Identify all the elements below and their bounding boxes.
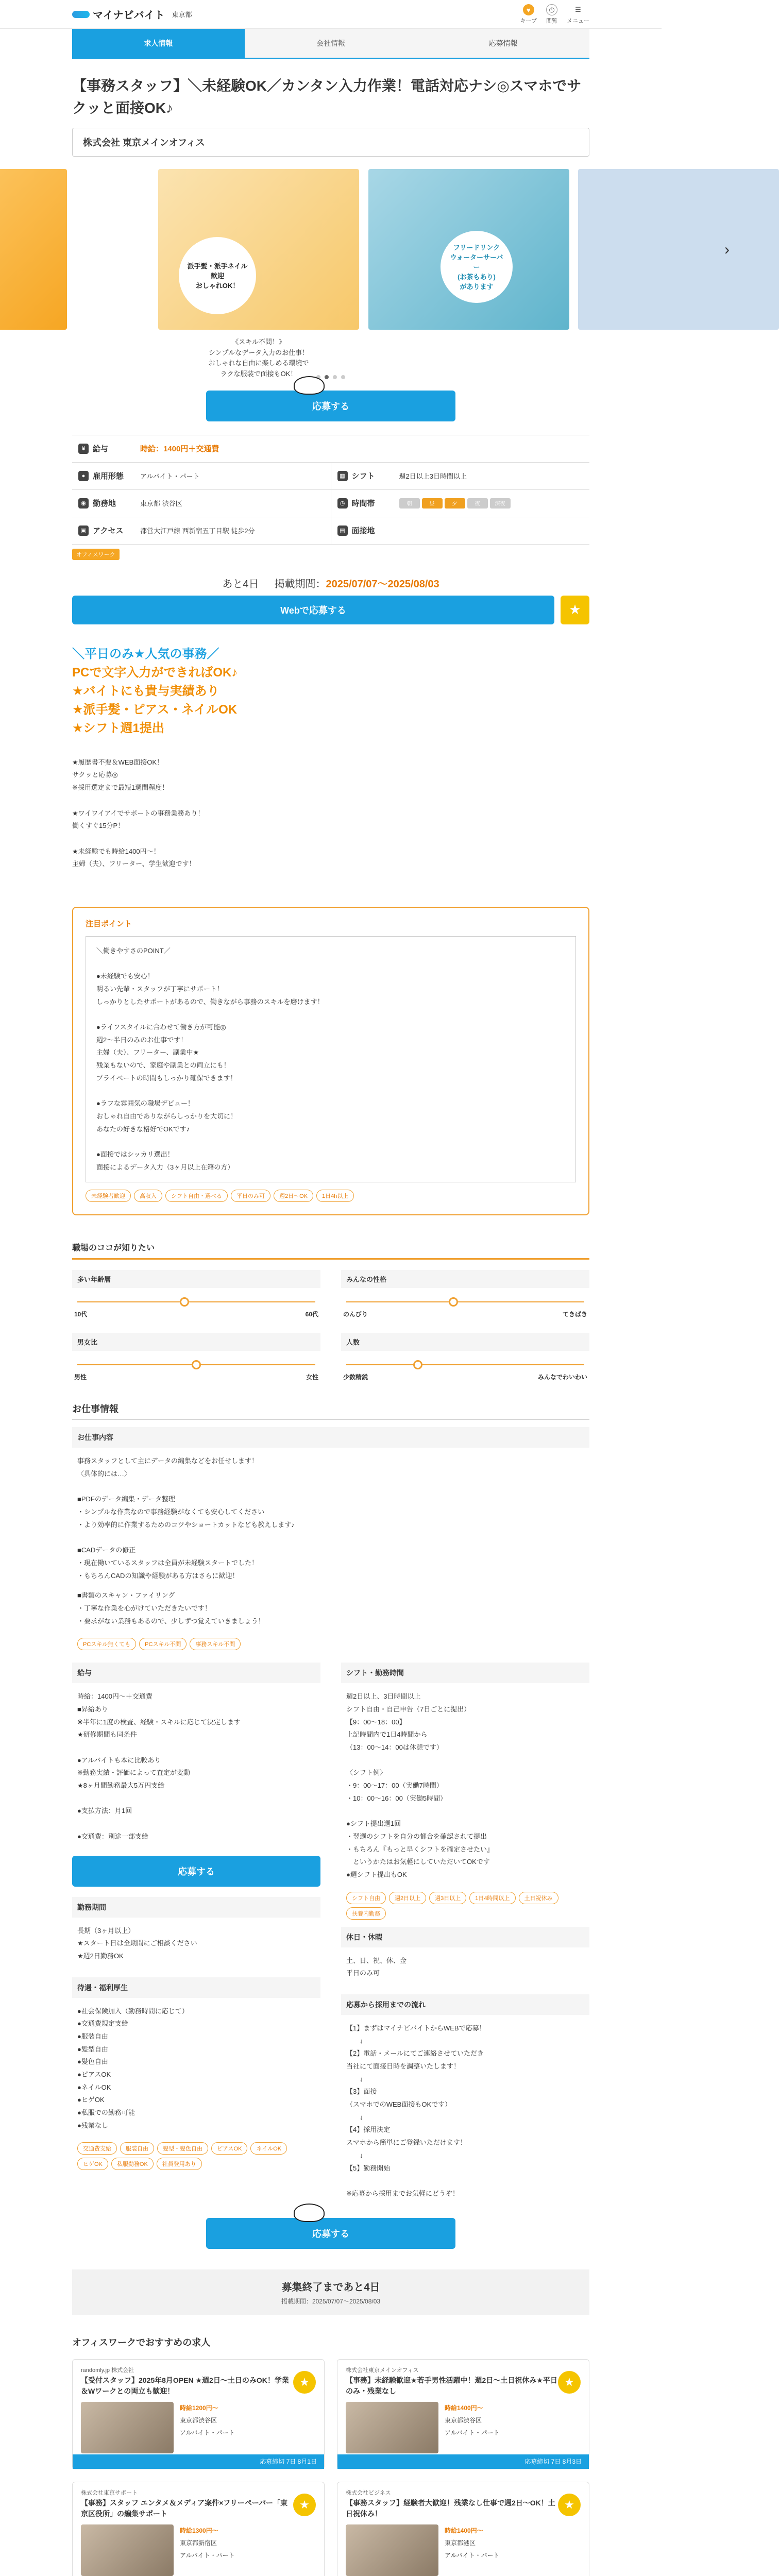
apply-label: 応募する [312, 401, 349, 412]
perk-tag[interactable]: ピアスOK [211, 2142, 247, 2155]
carousel-dot[interactable] [333, 375, 337, 379]
perk-tag[interactable]: 交通費支給 [77, 2142, 117, 2155]
card-company: randomly.jp 株式会社 [81, 2367, 134, 2374]
meter [341, 1333, 589, 1381]
tab-company-info[interactable]: 会社情報 [245, 29, 417, 58]
tag-row [72, 549, 589, 560]
holiday-heading: 休日・休暇 [341, 1927, 589, 1947]
job-title: 【事務スタッフ】＼未経験OK／カンタン入力作業！電話対応ナシ◎スマホでサクッと面接OK♪ [72, 78, 582, 116]
meter-title: 多い年齢層 [72, 1270, 320, 1288]
closing-period: 掲載期間：2025/07/07〜2025/08/03 [281, 2297, 381, 2305]
hour-slot: 深夜 [490, 498, 511, 509]
job-info-table [72, 435, 589, 545]
tab-job-info[interactable]: 求人情報 [72, 29, 245, 58]
card-place: 東京都渋谷区 [180, 2416, 217, 2424]
hour-slot: 夜 [467, 498, 488, 509]
catch-line: ★派手髪・ピアス・ネイルOK [72, 702, 238, 717]
star-icon[interactable]: ★ [558, 2494, 581, 2516]
period-text: 長期（3ヶ月以上） ★スタート日は全期間にご相談ください ★週2日勤務OK [77, 1926, 197, 1960]
shift-tag[interactable]: 週3日以上 [429, 1892, 466, 1904]
time-label: 時間帯 [351, 499, 375, 509]
catch-line: ★シフト週1提出 [72, 721, 164, 735]
pay-heading: 給与 [72, 1663, 320, 1683]
yen-icon: ¥ [78, 444, 89, 454]
type-value: アルバイト・パート [140, 472, 200, 481]
feature-chip[interactable]: 週2日〜OK [274, 1190, 313, 1202]
pay-label: 給与 [93, 445, 109, 454]
hour-slot: 朝 [399, 498, 420, 509]
chevron-right-icon[interactable]: › [724, 241, 730, 258]
closing-box [72, 2269, 589, 2315]
header-icons [520, 4, 589, 25]
meter-title: 人数 [341, 1333, 589, 1351]
feature-chip[interactable]: 1日4h以上 [316, 1190, 354, 1202]
building-icon: ▤ [337, 526, 348, 536]
category-tag: オフィスワーク [72, 549, 120, 560]
card-type: アルバイト・パート [445, 2551, 500, 2559]
perk-tag[interactable]: 服装自由 [120, 2142, 154, 2155]
card-place: 東京都新宿区 [180, 2539, 217, 2547]
access-label: アクセス [93, 527, 124, 536]
meter-title: みんなの性格 [341, 1270, 589, 1288]
catch-copy [72, 645, 589, 738]
hour-slots [399, 498, 511, 509]
calendar-icon: ▦ [337, 471, 348, 481]
detail-left-column [72, 1655, 320, 2207]
carousel-slide[interactable] [0, 169, 67, 330]
place-value: 東京都 渋谷区 [140, 500, 182, 508]
meter-left: 男性 [74, 1374, 87, 1381]
pin-icon: ◉ [78, 498, 89, 509]
apply-button[interactable] [206, 391, 455, 421]
menu-label: メニュー [567, 18, 589, 24]
shift-tag[interactable]: 土日祝休み [519, 1892, 558, 1904]
meter [72, 1333, 320, 1381]
logo[interactable] [72, 7, 192, 22]
star-icon[interactable]: ★ [561, 596, 589, 624]
type-label: 雇用形態 [93, 472, 124, 481]
points-title: 注目ポイント [86, 919, 132, 928]
card-image [346, 2402, 438, 2453]
content-tag[interactable]: 事務スキル不問 [190, 1638, 241, 1650]
job-card[interactable] [337, 2359, 589, 2469]
shift-tags [346, 1892, 584, 1920]
meter-knob [413, 1360, 422, 1369]
logo-mark [72, 11, 90, 18]
meter [341, 1270, 589, 1318]
apply-button[interactable] [206, 2218, 455, 2249]
meter-right: 女性 [306, 1374, 318, 1381]
perk-tag[interactable]: 社員登用あり [157, 2158, 202, 2170]
logo-text: マイナビバイト [93, 10, 165, 21]
hamburger-icon: ☰ [575, 6, 581, 13]
meter-knob [192, 1360, 201, 1369]
carousel-slide[interactable] [578, 169, 779, 330]
card-pay: 時給1200円〜 [180, 2404, 218, 2412]
access-value: 都営大江戸線 西新宿五丁目駅 徒歩2分 [140, 527, 255, 535]
content-heading: お仕事内容 [72, 1427, 589, 1448]
perks-tags [77, 2142, 315, 2170]
meter-right: 60代 [305, 1311, 318, 1318]
slide-caption: 《スキル不問！》 シンプルなデータ入力のお仕事！ おしゃれな自由に楽しめる環境で ラクな服装で面接もOK！ [208, 337, 309, 378]
mascot-icon [294, 2204, 325, 2222]
tab-apply-info[interactable]: 応募情報 [417, 29, 589, 58]
content-extra: ■書類のスキャン・ファイリング ・丁寧な作業を心がけていただきたいです！ ・要求がない業務もあるので、少しずつ覚えていきましょう！ [77, 1591, 265, 1625]
heart-icon: ♥ [523, 4, 534, 15]
shift-tag[interactable]: シフト自由 [346, 1892, 386, 1904]
card-title: 【事務】未経験歓迎★若手男性活躍中！週2日〜土日祝休み★平日のみ・残業なし [346, 2376, 557, 2395]
pay-value: 時給：1400円＋交通費 [140, 445, 219, 454]
page-tabs [72, 29, 589, 59]
time-cell [331, 490, 590, 517]
apply-label: 応募する [312, 2228, 349, 2239]
shift-label: シフト [351, 472, 375, 481]
detail-columns [72, 1655, 589, 2207]
shift-tag[interactable]: 扶養内勤務 [346, 1907, 386, 1920]
slide-badge: 派手髪・派手ネイル歓迎 おしゃれOK！ [179, 237, 256, 314]
perks-text: ●社会保険加入（勤務時間に応じて） ●交通費規定支給 ●服装自由 ●髪型自由 ●髪色自由 ●ピアスOK ●ネイルOK ●ヒゲOK ●私服での勤務可能 ●残業なし [77, 2007, 189, 2129]
content-tag[interactable]: PCスキル無くても [77, 1638, 136, 1650]
card-place: 東京都港区 [445, 2539, 476, 2547]
shift-text: 週2日以上、3日時間以上 シフト自由・自己申告（7日ごとに提出） 【9：00〜18：00】 上記時間内で1日4時間から （13：00〜14：00は休憩です） 〈シフト例〉 ・9：00〜17：00（実働7時間） ・10：00〜16：00（実働5時間） ●シフト提出週1回 ・翌週のシフトを自分の都合を確認されて提出 ・もちろん『もっと早くシフトを確定させたい』 というかたはお気軽にしていただいてOKです ●週シフト提出もOK [346, 1692, 494, 1878]
image-carousel [0, 169, 734, 391]
feature-chip[interactable]: シフト自由・選べる [165, 1190, 228, 1202]
intro-text: ★履歴書不要＆WEB面接OK！ サクッと応募◎ ※採用選定まで最短1週間程度！ ★ワイワイアイでサポートの事務業務あり！ 働くすぐ15分P！ ★未経験でも時給1400円〜！ 主婦（夫）、フリーター、学生歓迎です！ [72, 758, 205, 868]
shift-tag[interactable]: 1日4時間以上 [469, 1892, 515, 1904]
history-label: 閲覧 [546, 18, 557, 24]
train-icon: ▣ [78, 526, 89, 536]
area-label: 東京都 [172, 11, 192, 19]
pay-cell [72, 435, 589, 462]
card-pay: 時給1400円〜 [445, 2404, 483, 2412]
content-text: 事務スタッフとして主にデータの編集などをお任せします！ 〈具体的には…〉 ■PDFのデータ編集・データ整理 ・シンプルな作業なので事務経験がなくても安心してください ・より効率的に作業するためのコツやショートカットなども教えします♪ ■CADデータの修正 ・現在働いているスタッフは全員が未経験スタートでした！ ・もちろんCADの知識や経験がある方はさらに歓迎！ [77, 1457, 295, 1580]
workplace-meters [72, 1270, 589, 1381]
card-company: 株式会社ビジネス [346, 2489, 391, 2496]
mascot-icon [294, 376, 325, 395]
card-pay: 時給1400円〜 [445, 2527, 483, 2534]
clock-icon: ◷ [337, 498, 348, 509]
carousel-dot[interactable] [341, 375, 345, 379]
flow-heading: 応募から採用までの流れ [341, 1994, 589, 2015]
closing-title: 募集終了まであと4日 [281, 2281, 380, 2293]
flow-text: 【1】まずはマイナビバイトからWEBで応募！ ↓ 【2】電話・メールにてご連絡させていただき 当社にて面接日時を調整いたします！ ↓ 【3】面接 （スマホでのWEB面接もOKです） ↓ 【4】採用決定 スマホから簡単にご登録いただけます！ ↓ 【5】勤務開始 ※応募から採用までお気軽にどうぞ！ [346, 2024, 486, 2197]
type-cell [72, 463, 331, 489]
hour-slot: 昼 [422, 498, 443, 509]
meter-knob [449, 1297, 458, 1307]
card-pay: 時給1300円〜 [180, 2527, 218, 2534]
apply-button[interactable] [72, 1856, 320, 1887]
carousel-dots [0, 375, 734, 379]
feature-chip[interactable]: 未経験者歓迎 [86, 1190, 131, 1202]
meter-left: 10代 [74, 1311, 88, 1318]
access-cell [72, 517, 331, 544]
slide-bubble: フリードリンク ウォーターサーバー (お茶もあり) があります [441, 231, 513, 303]
points-body: ＼働きやすさのPOINT／ ●未経験でも安心！ 明るい先輩・スタッフが丁寧にサポート！ しっかりとしたサポートがあるので、働きながら事務のスキルを磨けます！ ●ライフスタイルに合わせて働き方が可能◎ 週2〜半日のみのお仕事です！ 主婦（夫）、フリーター、副業中★ 残業もないので、家庭や副業との両立にも！ プライベートの時間もしっかり確保できます！ ●ラフな雰囲気の職場デビュー！ おしゃれ自由でありながらしっかりを大切に！ あなたの好きな格好でOKです♪ ●面接ではシッカリ選出！ 面接によるデータ入力（3ヶ月以上在籍の方） [86, 936, 576, 1182]
keep-button[interactable] [520, 4, 537, 25]
perks-heading: 待遇・福利厚生 [72, 1977, 320, 1998]
meter-knob [180, 1297, 189, 1307]
place-cell [72, 490, 331, 517]
carousel-slide[interactable] [158, 169, 359, 330]
feature-chip[interactable]: 高収入 [134, 1190, 162, 1202]
card-image [81, 2402, 174, 2453]
place-label: 勤務地 [93, 499, 116, 509]
perk-tag[interactable]: 髪型・髪色自由 [157, 2142, 208, 2155]
period-label: 掲載期間： [274, 578, 326, 590]
catch-line: ★バイトにも貴与実績あり [72, 684, 219, 698]
pay-text: 時給：1400円〜＋交通費 ■昇給あり ※半年に1度の検査、経験・スキルに応じて決定します ★研修期間も同条件 ●アルバイトも本に比較あり ※勤務実績・評価によって査定が変動 ★8ヶ月間勤務最大5万円支給 ●支払方法：月1回 ●交通費：別途一部支給 [77, 1692, 241, 1840]
shift-heading: シフト・勤務時間 [341, 1663, 589, 1683]
clock-icon: ◷ [546, 4, 557, 15]
card-image [346, 2524, 438, 2576]
meter-right: みんなでわいわい [537, 1374, 587, 1381]
catch-line: ＼平日のみ★人気の事務／ [72, 647, 219, 661]
meter-right: てきぱき [562, 1311, 587, 1318]
menu-button[interactable] [567, 4, 589, 25]
card-type: アルバイト・パート [180, 2429, 235, 2436]
card-place: 東京都渋谷区 [445, 2416, 482, 2424]
detail-right-column [341, 1655, 589, 2207]
card-type: アルバイト・パート [180, 2551, 235, 2559]
meter-left: 少数精鋭 [343, 1374, 368, 1381]
person-icon: ● [78, 471, 89, 481]
shift-cell [331, 463, 590, 489]
posting-period [72, 575, 589, 590]
card-type: アルバイト・パート [445, 2429, 500, 2436]
office-rec-heading: オフィスワークでおすすめの求人 [72, 2337, 211, 2348]
holiday-text: 土、日、祝、休、金 平日のみ可 [346, 1956, 407, 1977]
points-chips [86, 1190, 576, 1202]
perk-tag[interactable]: ネイルOK [250, 2142, 287, 2155]
card-company: 株式会社東京メインオフィス [346, 2367, 419, 2374]
interview-label: 面接地 [351, 527, 375, 536]
apply-row [72, 596, 589, 624]
job-card[interactable] [72, 2482, 325, 2576]
meter [72, 1270, 320, 1318]
carousel-dot[interactable] [325, 375, 329, 379]
hour-slot: 夕 [445, 498, 465, 509]
office-rec-grid [72, 2359, 589, 2576]
perk-tag[interactable]: ヒゲOK [77, 2158, 108, 2170]
card-title: 【事務スタッフ】経験者大歓迎！残業なし仕事で週2日〜OK！土日祝休み！ [346, 2498, 555, 2518]
job-card[interactable] [337, 2482, 589, 2576]
company-name: 株式会社 東京メインオフィス [83, 137, 205, 148]
period-heading: 勤務期間 [72, 1897, 320, 1918]
content-tag[interactable]: PCスキル不問 [139, 1638, 187, 1650]
perk-tag[interactable]: 私服勤務OK [111, 2158, 154, 2170]
carousel-slide[interactable] [368, 169, 569, 330]
detail-heading: お仕事情報 [72, 1402, 589, 1420]
feature-chip[interactable]: 平日のみ可 [231, 1190, 270, 1202]
company-name-box[interactable] [72, 128, 589, 157]
content-tags [77, 1638, 584, 1650]
star-icon[interactable]: ★ [293, 2494, 316, 2516]
card-company: 株式会社東京サポート [81, 2489, 138, 2496]
meter-title: 男女比 [72, 1333, 320, 1351]
interview-cell [331, 517, 590, 544]
catch-line: PCで文字入力ができればOK♪ [72, 665, 238, 680]
shift-tag[interactable]: 週2日以上 [389, 1892, 426, 1904]
points-box [72, 907, 589, 1215]
card-title: 【受付スタッフ】2025年8月OPEN ★週2日〜土日のみOK！学業＆Wワークとの両立も歓迎！ [81, 2376, 289, 2395]
period-range: 2025/07/07〜2025/08/03 [326, 578, 439, 590]
workplace-heading: 職場のココが知りたい [72, 1241, 589, 1260]
shift-value: 週2日以上3日時間以上 [399, 472, 467, 481]
card-deadline: 応募締切 7日 8月3日 [337, 2454, 589, 2469]
job-card[interactable] [72, 2359, 325, 2469]
web-apply-button[interactable]: Webで応募する [72, 596, 554, 624]
meter-left: のんびり [343, 1311, 368, 1318]
card-deadline: 応募締切 7日 8月1日 [73, 2454, 324, 2469]
remaining-days: あと4日 [222, 578, 259, 590]
apply-label: 応募する [178, 1866, 215, 1877]
card-title: 【事務】スタッフ エンタメ＆メディア案件×フリーペーパー「東京区役所」の編集サポート [81, 2498, 288, 2518]
star-icon[interactable]: ★ [558, 2371, 581, 2394]
card-image [81, 2524, 174, 2576]
history-button[interactable] [546, 4, 557, 25]
keep-label: キープ [520, 18, 537, 24]
star-icon[interactable]: ★ [293, 2371, 316, 2394]
top-bar [0, 0, 662, 29]
